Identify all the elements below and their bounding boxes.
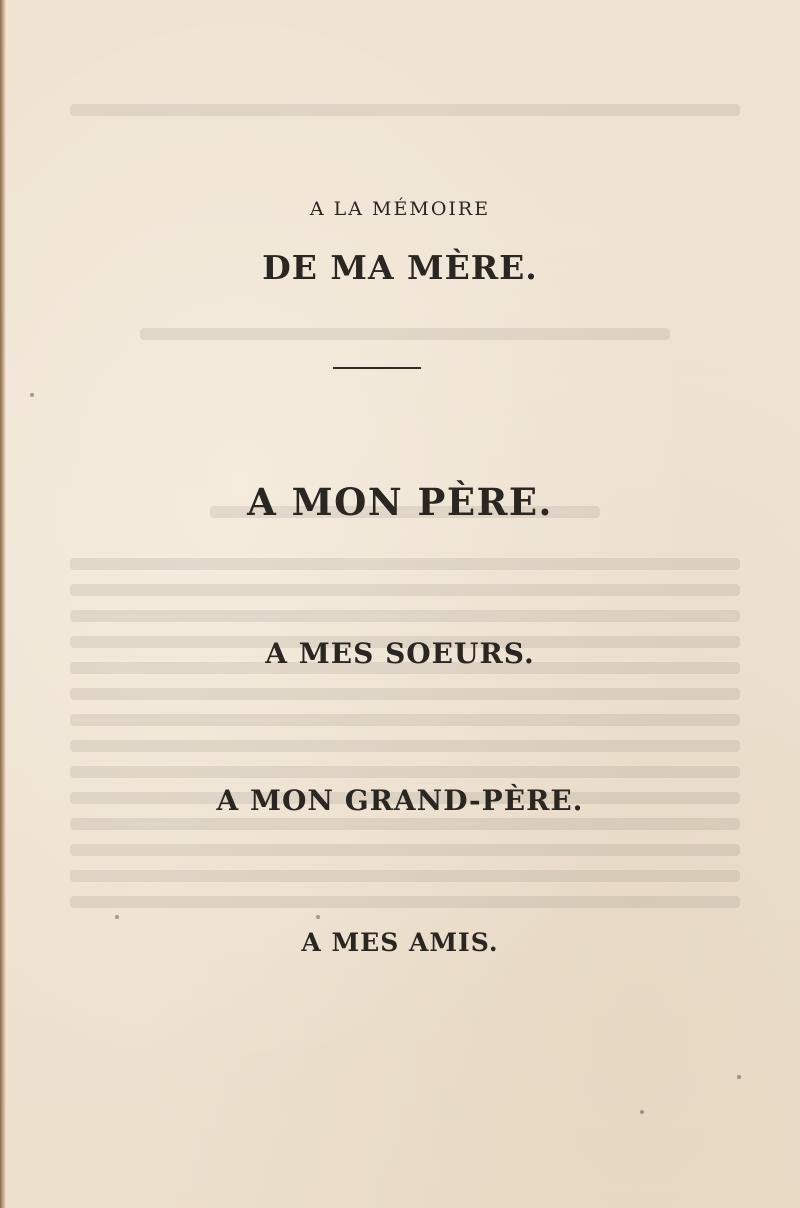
paper-speck: [737, 1075, 741, 1079]
dedication-mother-line: DE MA MÈRE.: [262, 248, 538, 287]
dedication-friends-line: A MES AMIS.: [301, 928, 499, 957]
page-binding-edge: [0, 0, 6, 1208]
dedication-memory-line: A LA MÉMOIRE: [309, 198, 491, 220]
paper-speck: [316, 915, 320, 919]
paper-speck: [115, 915, 119, 919]
paper-speck: [30, 393, 34, 397]
dedication-father-line: A MON PÈRE.: [247, 480, 553, 524]
dedication-grandfather-line: A MON GRAND-PÈRE.: [216, 784, 584, 817]
paper-speck: [640, 1110, 644, 1114]
dedication-sisters-line: A MES SOEURS.: [265, 637, 535, 670]
divider-rule: [333, 367, 421, 369]
show-through-text: [60, 90, 750, 1070]
